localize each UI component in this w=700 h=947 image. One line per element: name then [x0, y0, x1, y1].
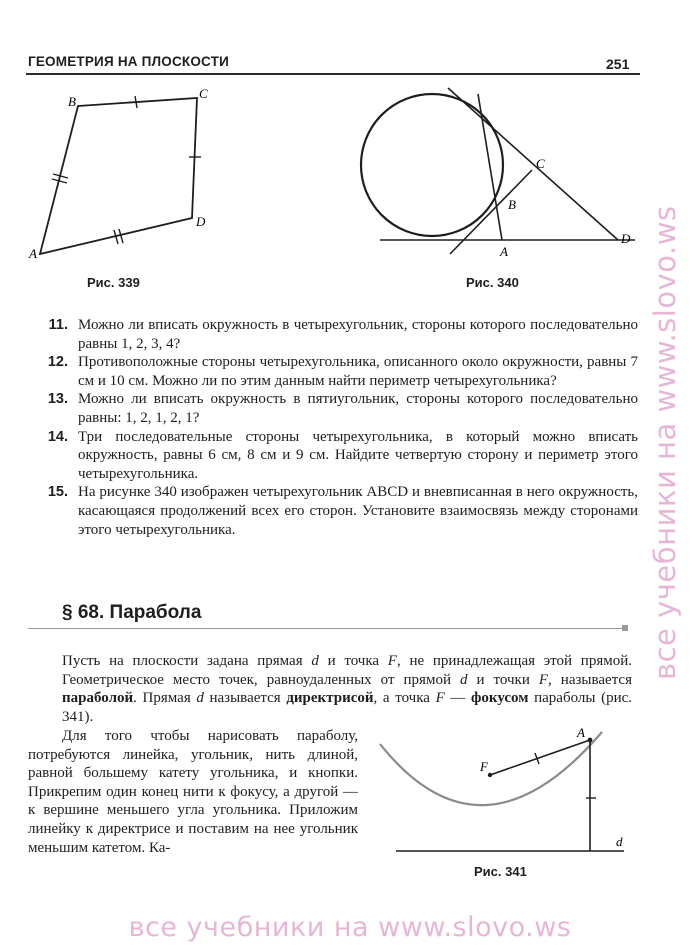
exercise-number: 15. — [47, 484, 68, 501]
term-parabola: параболой — [62, 690, 134, 707]
label-b-340: B — [508, 197, 516, 212]
exercise-number: 13. — [47, 391, 68, 408]
section-rule — [28, 628, 628, 629]
label-c: C — [199, 86, 208, 101]
caption-fig-339: Рис. 339 — [87, 275, 140, 290]
caption-fig-340: Рис. 340 — [466, 275, 519, 290]
label-d-340: D — [621, 231, 631, 246]
label-b: B — [68, 94, 76, 109]
exercise-text: Противоположные стороны четырехугольника, описанного около окружности, равны 7 см и 10 см. Можно ли по этим данным найти периметр четырехугольника? — [78, 354, 638, 389]
exercise-text: На рисунке 340 изображен четырехугольник ABCD и вневписанная в него окружность, касающаяся продолжений всех его сторон. Установите взаимосвязь между сторонами этого четырехугольника. — [78, 484, 638, 538]
figure-340 — [350, 84, 650, 264]
figure-341 — [372, 722, 642, 862]
label-f: F — [480, 759, 488, 774]
label-a-341: A — [577, 725, 585, 740]
figure-339 — [26, 84, 246, 274]
side-watermark: все учебники на www.slovo.ws — [648, 205, 682, 680]
exercise-item — [26, 428, 638, 484]
label-d: D — [196, 214, 206, 229]
exercise-number: 12. — [47, 354, 68, 371]
quadrilateral-abcd — [40, 98, 197, 254]
focal-segment — [490, 740, 590, 775]
running-header: ГЕОМЕТРИЯ НА ПЛОСКОСТИ — [28, 54, 229, 69]
tick-ab — [135, 96, 137, 108]
exercise-number: 11. — [48, 317, 68, 333]
parabola-curve — [380, 732, 602, 805]
construction-paragraph: Для того чтобы нарисовать параболу, потребуются линейка, угольник, нить длиной, равной большему катету угольника, и кнопки. Прикрепим один конец нити к фокусу, а другой — к вершине меньшего угла угольника. Приложим линейку к директрисе и поставим на нее угольник меньшим катетом. Ка- — [28, 728, 358, 856]
caption-fig-341: Рис. 341 — [474, 864, 527, 879]
section-heading: § 68. Парабола — [62, 602, 202, 623]
definition-paragraph: Пусть на плоскости задана прямая d и точка F, не принадлежащая этой прямой. Геометрическое место точек, равноудаленных от прямой d и точки F, называется параболой. Прямая d называется директрисой, а точка F — фокусом параболы (рис. 341). — [62, 653, 633, 725]
line-ab-extended — [478, 94, 502, 240]
header-rule — [26, 73, 640, 75]
label-a-340: A — [500, 244, 508, 259]
exercise-item — [26, 483, 638, 539]
exercise-text: Можно ли вписать окружность в пятиугольник, стороны которого последовательно равны: 1, 2, 1, 2, 1? — [78, 391, 638, 426]
term-directrix: директрисой — [286, 690, 374, 707]
focus-point — [488, 773, 492, 777]
label-c-340: C — [536, 156, 545, 171]
exercise-list — [26, 316, 638, 539]
exercise-number: 14. — [47, 428, 68, 445]
exercise-text: Три последовательные стороны четырехугольника, в который можно вписать окружность, равны 6 см, 8 см и 9 см. Найдите четвертую сторону и периметр этого четырехугольника. — [78, 428, 638, 482]
bottom-watermark: все учебники на www.slovo.ws — [128, 912, 572, 943]
exercise-text: Можно ли вписать окружность в четырехугольник, стороны которого последовательно равны 1, 2, 3, 4? — [78, 317, 638, 352]
line-bc-extended — [450, 170, 532, 254]
exercise-item — [26, 390, 638, 427]
page-number: 251 — [606, 56, 630, 72]
label-a: A — [29, 246, 37, 261]
point-a — [588, 738, 593, 743]
line-dc-extended — [448, 88, 618, 240]
term-focus: фокусом — [471, 690, 529, 707]
exercise-item — [26, 316, 638, 353]
exercise-item — [26, 353, 638, 390]
label-d-341: d — [616, 834, 623, 849]
section-rule-mark — [622, 625, 628, 631]
